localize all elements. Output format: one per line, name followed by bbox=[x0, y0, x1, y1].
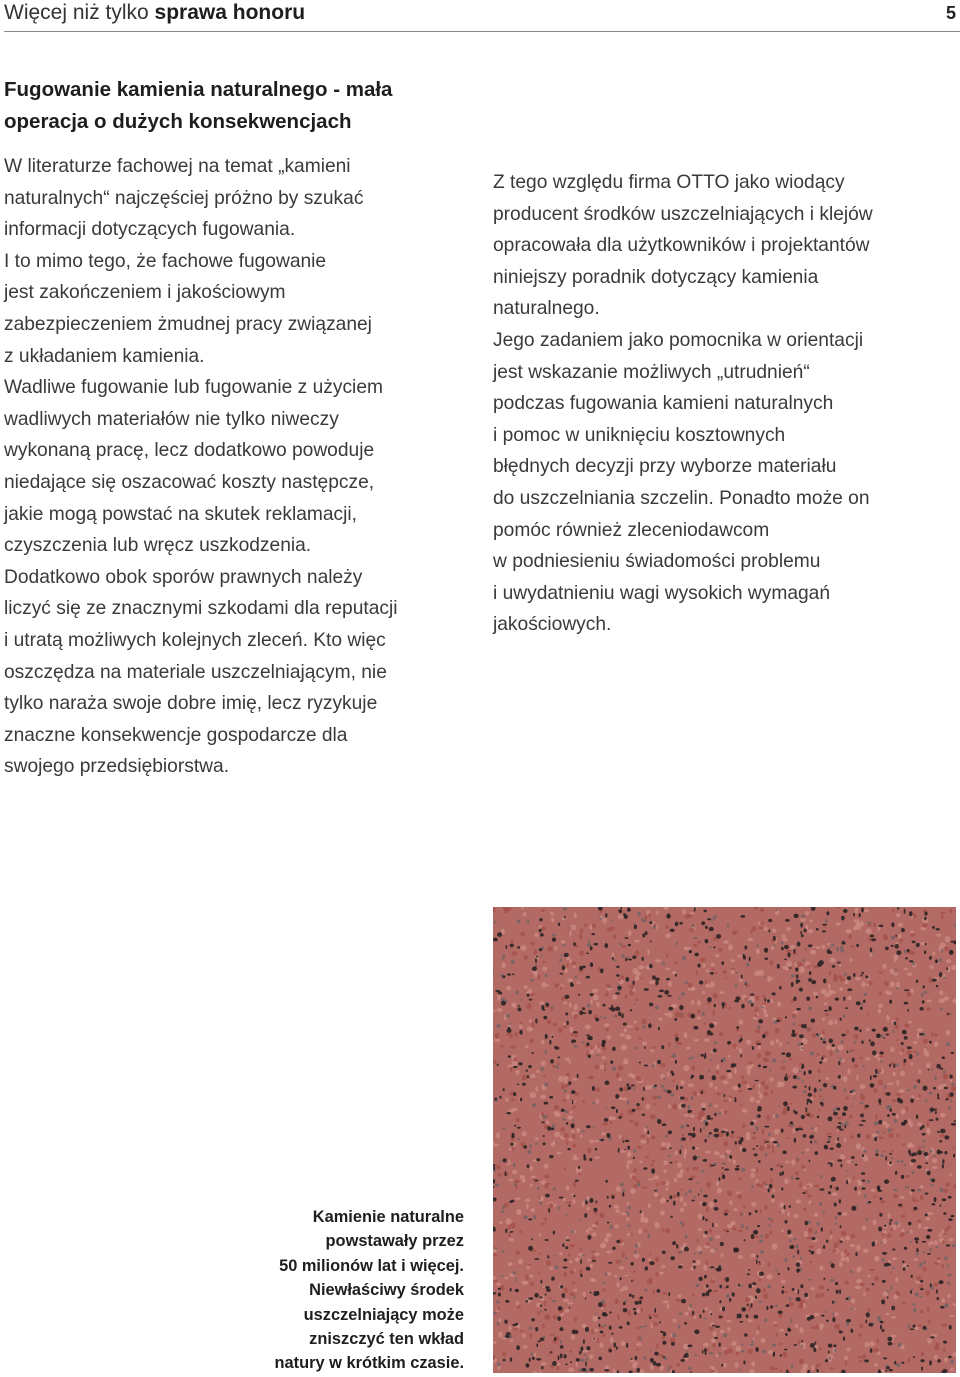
heading-line: Fugowanie kamienia naturalnego - mała bbox=[4, 78, 393, 101]
text-line: tylko naraża swoje dobre imię, lecz ryzykuje bbox=[4, 693, 378, 715]
caption-line: zniszczyć ten wkład bbox=[309, 1330, 464, 1349]
text-line: Jego zadaniem jako pomocnika w orientacji bbox=[493, 329, 864, 351]
text-line: z układaniem kamienia. bbox=[4, 345, 205, 367]
header-title bbox=[4, 1, 305, 25]
text-line: informacji dotyczących fugowania. bbox=[4, 219, 296, 241]
text-line: i uwydatnieniu wagi wysokich wymagań bbox=[493, 582, 831, 604]
caption-line: 50 milionów lat i więcej. bbox=[279, 1256, 464, 1275]
caption-line: Niewłaściwy środek bbox=[309, 1281, 464, 1300]
page-number: 5 bbox=[945, 3, 956, 23]
header-title-plain: Więcej niż tylko bbox=[4, 1, 155, 24]
page-header bbox=[4, 0, 956, 30]
text-line: znaczne konsekwencje gospodarcze dla bbox=[4, 724, 348, 746]
text-line: jakie mogą powstać na skutek reklamacji, bbox=[4, 503, 357, 525]
text-line: swojego przedsiębiorstwa. bbox=[4, 756, 230, 778]
text-line: niniejszy poradnik dotyczący kamienia bbox=[493, 266, 819, 288]
text-line: w podniesieniu świadomości problemu bbox=[493, 551, 821, 573]
header-title-bold: sprawa honoru bbox=[154, 1, 306, 24]
left-text-column bbox=[4, 151, 474, 783]
granite-texture-svg bbox=[493, 907, 956, 1373]
text-line: zabezpieczeniem żmudnej pracy związanej bbox=[4, 313, 372, 335]
text-line: do uszczelniania szczelin. Ponadto może on bbox=[493, 487, 870, 509]
text-line: i utratą możliwych kolejnych zleceń. Kto więc bbox=[4, 629, 386, 651]
right-text-column bbox=[493, 167, 953, 641]
text-line: producent środków uszczelniających i klejów bbox=[493, 203, 873, 225]
granite-texture-image bbox=[493, 907, 956, 1373]
text-line: W literaturze fachowej na temat „kamieni bbox=[4, 156, 351, 177]
text-line: błędnych decyzji przy wyborze materiału bbox=[493, 456, 837, 478]
text-line: podczas fugowania kamieni naturalnych bbox=[493, 393, 834, 415]
header-divider bbox=[4, 31, 960, 32]
caption-line: uszczelniający może bbox=[303, 1305, 464, 1324]
text-line: jakościowych. bbox=[493, 614, 612, 636]
section-heading bbox=[4, 74, 474, 138]
text-line: I to mimo tego, że fachowe fugowanie bbox=[4, 250, 327, 272]
text-line: liczyć się ze znacznymi szkodami dla reputacji bbox=[4, 598, 398, 620]
text-line: niedające się oszacować koszty następcze, bbox=[4, 471, 375, 493]
text-line: jest wskazanie możliwych „utrudnień“ bbox=[493, 361, 810, 383]
heading-line: operacja o dużych konsekwencjach bbox=[4, 110, 352, 133]
text-line: i pomoc w uniknięciu kosztownych bbox=[493, 424, 786, 446]
text-line: pomóc również zleceniodawcom bbox=[493, 519, 770, 541]
text-line: czyszczenia lub wręcz uszkodzenia. bbox=[4, 535, 312, 557]
text-line: jest zakończeniem i jakościowym bbox=[4, 282, 286, 304]
text-line: Dodatkowo obok sporów prawnych należy bbox=[4, 566, 363, 588]
text-line: opracowała dla użytkowników i projektantów bbox=[493, 235, 870, 257]
text-line: wadliwych materiałów nie tylko niweczy bbox=[4, 408, 339, 430]
text-line: wykonaną pracę, lecz dodatkowo powoduje bbox=[4, 440, 375, 462]
text-line: oszczędza na materiale uszczelniającym, nie bbox=[4, 661, 387, 683]
caption-line: natury w krótkim czasie. bbox=[274, 1354, 464, 1373]
text-line: Wadliwe fugowanie lub fugowanie z użyciem bbox=[4, 377, 383, 399]
text-line: naturalnego. bbox=[493, 298, 600, 320]
text-line: Z tego względu firma OTTO jako wiodący bbox=[493, 172, 845, 193]
text-line: naturalnych“ najczęściej próżno by szukać bbox=[4, 187, 364, 209]
image-caption bbox=[230, 1205, 464, 1376]
caption-line: Kamienie naturalne bbox=[312, 1208, 464, 1226]
caption-line: powstawały przez bbox=[325, 1232, 464, 1251]
